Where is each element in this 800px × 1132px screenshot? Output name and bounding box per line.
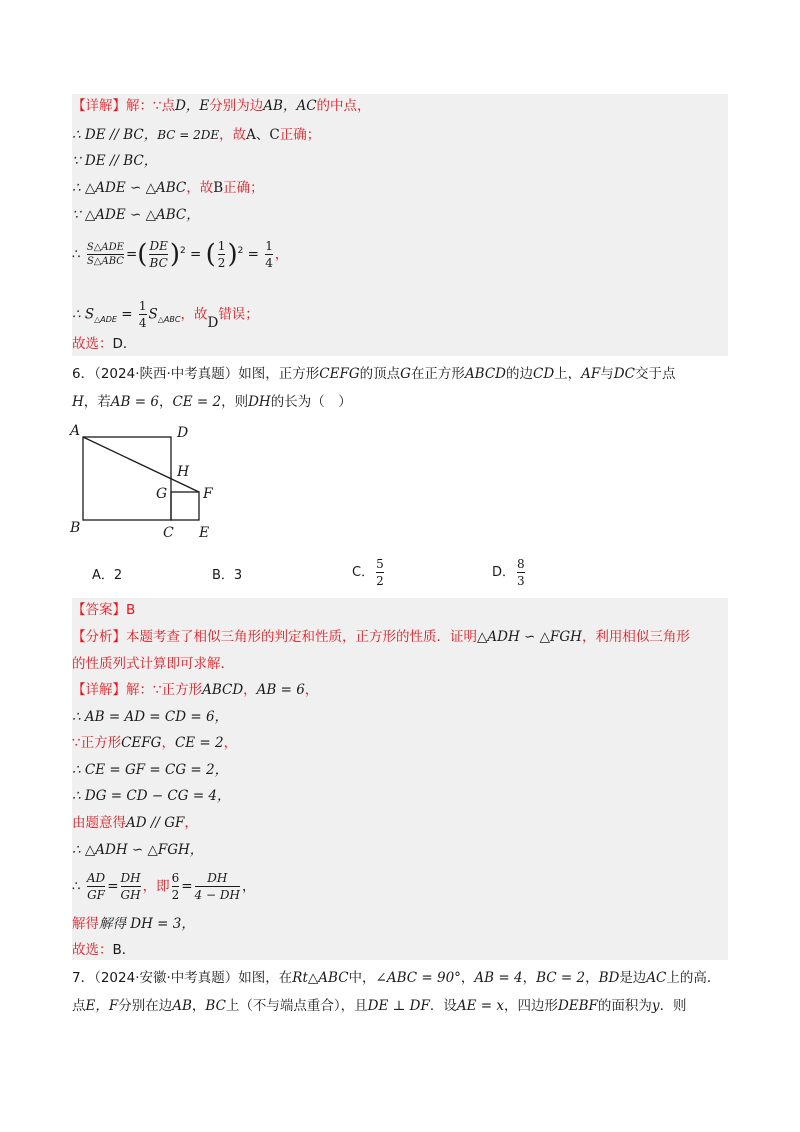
text: ，故: [219, 127, 247, 143]
text: 的面积为: [597, 998, 652, 1014]
denominator: 2: [376, 574, 384, 588]
math: ∴: [72, 878, 81, 895]
math: AE = x: [456, 998, 504, 1014]
text: 上（不与端点重合），且: [225, 998, 368, 1014]
label-b: B: [70, 520, 81, 536]
math: △ADE: [94, 315, 117, 325]
prev-detail-line-4: [72, 178, 264, 198]
math: Rt△ABC: [292, 970, 349, 986]
text: ，若: [83, 394, 111, 410]
math: D，E: [175, 98, 210, 114]
text: 如图，正方形: [238, 366, 320, 382]
math: DE ⊥ DF: [367, 998, 430, 1014]
text: ，: [158, 394, 173, 410]
label-e: E: [199, 525, 210, 541]
q6-line-1: [72, 364, 675, 384]
math: CEFG: [319, 366, 360, 382]
math: BD: [598, 970, 620, 986]
text: ，四边形: [503, 998, 558, 1014]
math: AB = 6: [110, 394, 159, 410]
numerator: 6: [171, 871, 180, 885]
denominator: 2: [171, 888, 180, 902]
option-b[interactable]: [212, 566, 242, 586]
text: ，: [161, 735, 175, 751]
numerator: 5: [376, 557, 384, 571]
text: 本题考查了相似三角形的判定和性质，正方形的性质．证明: [126, 629, 477, 645]
math: ABCD: [464, 366, 507, 382]
text: 上，: [554, 366, 582, 382]
q6-detail-line-6: [72, 813, 198, 833]
q6-answer-line: [72, 600, 135, 620]
fraction: [265, 238, 273, 271]
square-cefg: [171, 492, 199, 520]
q6-detail-line-9: 解得解得 DH = 3，: [72, 916, 195, 932]
math: ∴ S: [72, 306, 95, 323]
numerator: DH: [120, 871, 141, 885]
math: AD // GF: [126, 815, 185, 831]
prev-detail-line-7: ∴ $S_{\triangle ADE}$ = $\frac{1}{4}$ $S_{\triangle ABC}$，故D错误；: [72, 299, 259, 331]
text: 分别在边: [118, 998, 173, 1014]
text: ，: [223, 735, 238, 751]
denominator: 4: [138, 316, 147, 330]
text: ，: [191, 998, 206, 1014]
math: ∴: [72, 246, 81, 263]
math: ∴ DE // BC，: [72, 127, 158, 143]
option-d[interactable]: [492, 556, 527, 589]
label-g: G: [156, 486, 168, 502]
math: AB，AC: [263, 98, 317, 114]
question-number: 7．: [72, 970, 95, 986]
text: ．则: [659, 998, 687, 1014]
numerator: 1: [138, 299, 147, 313]
detail-tag: 【详解】: [72, 682, 126, 698]
answer-value: B: [126, 602, 136, 618]
question-number: 6．: [72, 366, 95, 382]
text: 的顶点: [359, 366, 401, 382]
square-abcd: [83, 437, 171, 520]
text: 的边: [506, 366, 534, 382]
fraction: [517, 556, 525, 589]
math: ∴ CE = GF = CG = 2，: [72, 762, 229, 778]
text: 中，: [348, 970, 376, 986]
text: ，故: [180, 306, 208, 323]
q6-choice-line: [72, 940, 135, 960]
math: BC = 2DE: [157, 128, 220, 142]
math: y: [651, 998, 660, 1014]
math: CD: [533, 366, 555, 382]
math: DEBF: [557, 998, 598, 1014]
math: BC: [205, 998, 226, 1014]
text: 与: [600, 366, 614, 382]
text: 的性质列式计算即可求解．: [72, 656, 234, 672]
denominator: 4 − DH: [194, 888, 240, 902]
math: CE = 2: [172, 394, 222, 410]
math: B: [213, 180, 224, 196]
math: DH: [248, 394, 271, 410]
q6-detail-line-5: [72, 786, 231, 806]
prev-choice-line: [72, 334, 136, 354]
math: S: [148, 306, 158, 323]
text: 解：∵点: [126, 98, 176, 114]
text: ，则: [221, 394, 249, 410]
option-letter: D．: [492, 565, 516, 580]
denominator: GF: [87, 888, 105, 902]
prev-detail-line-2: [72, 125, 320, 145]
text: 正确；: [223, 180, 264, 196]
math: ∵ △ADE ∽ △ABC，: [72, 207, 200, 223]
q7-line-1: [72, 968, 720, 988]
fraction: [139, 298, 147, 331]
option-letter: A．: [92, 568, 114, 583]
text: 的长为（ ）: [270, 394, 352, 410]
math: BC = 2: [536, 970, 586, 986]
fraction: [149, 238, 167, 271]
denominator: 4: [265, 256, 273, 270]
math: ∴ △ADE ∽ △ABC: [72, 180, 187, 196]
math: AB: [172, 998, 192, 1014]
math: ∵ DE // BC，: [72, 153, 158, 169]
question-source: （2024·陕西·中考真题）: [94, 366, 239, 382]
prev-detail-line-6: ∴ $\frac{\text{S△ADE}}{\text{S△ABC}}$ =( $\frac{DE}{BC}$ )$^2$ = ( $\frac{1}{2}$ )$^2$ = $\frac{1}{4}$ ，: [72, 239, 289, 270]
text: ，: [304, 682, 319, 698]
label-c: C: [163, 525, 174, 541]
math: ∠ABC = 90°: [375, 970, 461, 986]
numerator: AD: [86, 871, 106, 885]
option-letter: B．: [212, 568, 234, 583]
option-a[interactable]: [92, 566, 122, 586]
text: 在正方形: [410, 366, 465, 382]
text: 解：∵正方形: [126, 682, 203, 698]
text: 故选：: [72, 942, 113, 958]
math: 解得 DH = 3，: [99, 916, 195, 932]
text: ，: [585, 970, 599, 986]
option-letter: C．: [352, 565, 375, 580]
math: AB = 6: [256, 682, 305, 698]
text: 是边: [619, 970, 647, 986]
question-source: （2024·安徽·中考真题）: [94, 970, 239, 986]
denominator: S△ABC: [86, 256, 124, 267]
text: ，即: [142, 878, 170, 895]
label-d: D: [177, 425, 189, 441]
fraction: [121, 870, 141, 903]
math: △ABC: [157, 315, 181, 325]
math: G: [400, 366, 411, 382]
text: 分别为边: [209, 98, 264, 114]
numerator: 1: [265, 239, 273, 253]
math: AB = 4: [474, 970, 523, 986]
option-value: 2: [113, 568, 123, 583]
text: 上的高．: [666, 970, 721, 986]
q6-detail-line-7: [72, 840, 203, 860]
text: ，: [184, 815, 198, 831]
text: ．设: [429, 998, 457, 1014]
denominator: GH: [120, 888, 141, 902]
prev-detail-line-5: [72, 205, 200, 225]
text: ∵正方形: [72, 735, 122, 751]
numerator: DH: [207, 871, 228, 885]
prev-detail-line-3: [72, 151, 157, 171]
numerator: 1: [217, 239, 226, 253]
option-c[interactable]: [352, 556, 386, 589]
q6-detail-line-1: [72, 680, 318, 700]
math: ABCD: [202, 682, 244, 698]
math: AF: [581, 366, 601, 382]
text: 交于点: [634, 366, 676, 382]
math: DC: [613, 366, 635, 382]
denominator: BC: [149, 256, 168, 270]
q6-detail-line-2: [72, 707, 228, 727]
math: ∴ △ADH ∽ △FGH，: [72, 842, 204, 858]
label-h: H: [177, 464, 190, 480]
text: ，: [243, 682, 257, 698]
label-f: F: [203, 486, 213, 502]
math: ∴ AB = AD = CD = 6，: [72, 709, 229, 725]
text: ，故: [186, 180, 214, 196]
numerator: S△ADE: [86, 242, 124, 253]
analysis-tag: 【分析】: [72, 629, 126, 645]
choice-value: B．: [112, 942, 136, 958]
prev-detail-line-1: [72, 96, 371, 116]
fraction: [87, 241, 124, 268]
text: 错误；: [218, 306, 259, 323]
text: 由题意得: [72, 815, 126, 831]
detail-tag: 【详解】: [72, 98, 126, 114]
numerator: DE: [149, 239, 168, 253]
math: △ADH ∽ △FGH: [477, 629, 582, 645]
text: ，: [460, 970, 475, 986]
q6-detail-line-4: [72, 760, 228, 780]
denominator: 3: [517, 574, 525, 588]
math: CEFG: [121, 735, 162, 751]
text: ，利用相似三角形: [581, 629, 690, 645]
text: 点: [72, 998, 86, 1014]
math: ∴ DG = CD − CG = 4，: [72, 788, 231, 804]
text: 故选：: [72, 336, 113, 352]
label-a: A: [70, 423, 81, 439]
fraction: [87, 870, 105, 903]
fraction: [172, 870, 180, 903]
text: 的中点，: [316, 98, 371, 114]
option-value: 3: [233, 568, 243, 583]
fraction: [218, 238, 226, 271]
math: E，F: [85, 998, 119, 1014]
q7-line-2: [72, 996, 687, 1016]
numerator: 8: [517, 557, 525, 571]
q6-geometry-figure: [66, 420, 236, 545]
text: 正确；: [279, 127, 321, 143]
q6-analysis-line-1: [72, 627, 690, 647]
text: 如图，在: [238, 970, 293, 986]
math: D: [207, 314, 219, 331]
q6-detail-line-3: [72, 733, 237, 753]
fraction: [195, 870, 240, 903]
denominator: 2: [217, 256, 226, 270]
fraction: [376, 556, 384, 589]
text: ，: [522, 970, 537, 986]
answer-tag: 【答案】: [72, 602, 126, 618]
math: CE = 2: [174, 735, 224, 751]
math: A、C: [246, 127, 280, 143]
choice-value: D．: [112, 336, 137, 352]
math: H: [72, 394, 84, 410]
q6-detail-line-8: ∴ $\frac{AD}{GF}$ = $\frac{DH}{GH}$ ，即 $\frac{6}{2}$ = $\frac{DH}{4 - DH}$ ，: [72, 871, 256, 902]
q6-analysis-line-2: [72, 654, 234, 674]
math: AC: [646, 970, 667, 986]
q6-line-2: [72, 392, 352, 412]
